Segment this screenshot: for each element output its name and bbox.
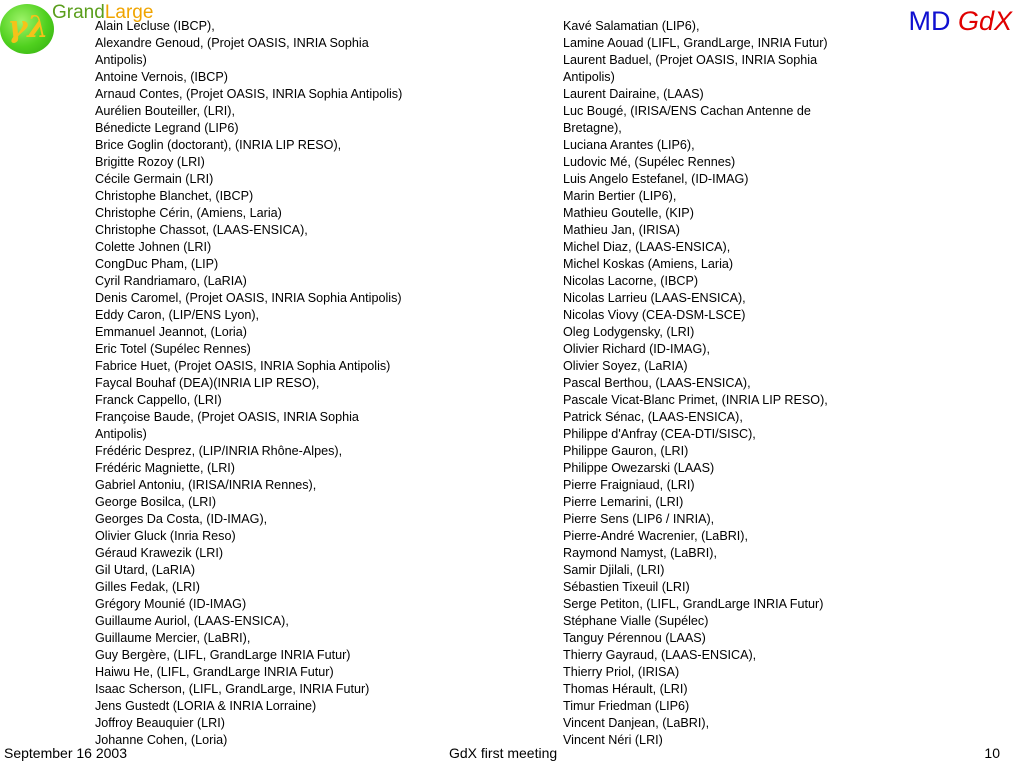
participant-line: Arnaud Contes, (Projet OASIS, INRIA Sophia Antipolis)	[95, 87, 403, 101]
participant-line: Antipolis)	[563, 70, 615, 84]
participant-line: Joffroy Beauquier (LRI)	[95, 716, 225, 730]
participant-line: Johanne Cohen, (Loria)	[95, 733, 228, 747]
participant-line: Brice Goglin (doctorant), (INRIA LIP RESO),	[95, 138, 342, 152]
participant-line: Fabrice Huet, (Projet OASIS, INRIA Sophia Antipolis)	[95, 359, 391, 373]
participant-line: Philippe Owezarski (LAAS)	[563, 461, 715, 475]
participant-line: Thierry Gayraud, (LAAS-ENSICA),	[563, 648, 757, 662]
participant-line: Pierre Sens (LIP6 / INRIA),	[563, 512, 715, 526]
page-number: 10	[984, 745, 1000, 761]
participant-line: Mathieu Jan, (IRISA)	[563, 223, 680, 237]
participant-line: Frédéric Desprez, (LIP/INRIA Rhône-Alpes),	[95, 444, 343, 458]
participant-list-right	[563, 18, 883, 749]
participant-line: Vincent Danjean, (LaBRI),	[563, 716, 710, 730]
participant-line: Olivier Gluck (Inria Reso)	[95, 529, 236, 543]
participant-line: George Bosilca, (LRI)	[95, 495, 217, 509]
participant-line: Guillaume Auriol, (LAAS-ENSICA),	[95, 614, 289, 628]
participant-line: Bretagne),	[563, 121, 622, 135]
participant-line: Philippe d'Anfray (CEA-DTI/SISC),	[563, 427, 756, 441]
participant-line: Mathieu Goutelle, (KIP)	[563, 206, 694, 220]
participant-line: Christophe Cérin, (Amiens, Laria)	[95, 206, 282, 220]
participant-list-left	[95, 18, 450, 749]
participant-line: Stéphane Vialle (Supélec)	[563, 614, 709, 628]
participant-line: Nicolas Lacorne, (IBCP)	[563, 274, 699, 288]
participant-line: Jens Gustedt (LORIA & INRIA Lorraine)	[95, 699, 317, 713]
participant-line: Laurent Baduel, (Projet OASIS, INRIA Sophia	[563, 53, 818, 67]
participant-line: Sébastien Tixeuil (LRI)	[563, 580, 690, 594]
participant-line: Oleg Lodygensky, (LRI)	[563, 325, 695, 339]
participant-line: Cécile Germain (LRI)	[95, 172, 214, 186]
participant-line: Haiwu He, (LIFL, GrandLarge INRIA Futur)	[95, 665, 334, 679]
participant-line: Franck Cappello, (LRI)	[95, 393, 222, 407]
participant-line: Françoise Baude, (Projet OASIS, INRIA Sophia	[95, 410, 359, 424]
participant-line: Gil Utard, (LaRIA)	[95, 563, 196, 577]
participant-line: Christophe Chassot, (LAAS-ENSICA),	[95, 223, 308, 237]
participant-line: Antipolis)	[95, 53, 147, 67]
participant-line: Gabriel Antoniu, (IRISA/INRIA Rennes),	[95, 478, 317, 492]
participant-line: Thierry Priol, (IRISA)	[563, 665, 680, 679]
participant-line: Ludovic Mé, (Supélec Rennes)	[563, 155, 736, 169]
participant-line: Eric Totel (Supélec Rennes)	[95, 342, 251, 356]
participant-line: Patrick Sénac, (LAAS-ENSICA),	[563, 410, 743, 424]
participant-line: Pascal Berthou, (LAAS-ENSICA),	[563, 376, 751, 390]
participant-line: Serge Petiton, (LIFL, GrandLarge INRIA Futur)	[563, 597, 824, 611]
footer-title: GdX first meeting	[449, 745, 558, 761]
participant-line: Alain Lecluse (IBCP),	[95, 19, 215, 33]
participant-line: Aurélien Bouteiller, (LRI),	[95, 104, 235, 118]
participant-line: Guy Bergère, (LIFL, GrandLarge INRIA Futur)	[95, 648, 351, 662]
participant-line: Timur Friedman (LIP6)	[563, 699, 690, 713]
participant-line: Christophe Blanchet, (IBCP)	[95, 189, 254, 203]
participant-line: Olivier Richard (ID-IMAG),	[563, 342, 710, 356]
participant-line: Gilles Fedak, (LRI)	[95, 580, 200, 594]
slide-title-md: MD	[908, 6, 951, 36]
participant-line: Olivier Soyez, (LaRIA)	[563, 359, 688, 373]
participant-line: Géraud Krawezik (LRI)	[95, 546, 224, 560]
footer-date: September 16 2003	[4, 745, 127, 761]
participant-line: Emmanuel Jeannot, (Loria)	[95, 325, 247, 339]
participant-line: Laurent Dairaine, (LAAS)	[563, 87, 704, 101]
slide-title	[908, 6, 1012, 37]
participant-line: Antoine Vernois, (IBCP)	[95, 70, 228, 84]
participant-line: Pierre Fraigniaud, (LRI)	[563, 478, 695, 492]
logo-text-grand: Grand	[52, 2, 105, 23]
participant-line: Bénedicte Legrand (LIP6)	[95, 121, 239, 135]
participant-line: Pierre Lemarini, (LRI)	[563, 495, 684, 509]
participant-line: Frédéric Magniette, (LRI)	[95, 461, 235, 475]
participant-line: Michel Koskas (Amiens, Laria)	[563, 257, 734, 271]
participant-line: Nicolas Viovy (CEA-DSM-LSCE)	[563, 308, 746, 322]
participant-line: Grégory Mounié (ID-IMAG)	[95, 597, 247, 611]
participant-line: Vincent Néri (LRI)	[563, 733, 663, 747]
participant-line: Faycal Bouhaf (DEA)(INRIA LIP RESO),	[95, 376, 320, 390]
participant-line: Luciana Arantes (LIP6),	[563, 138, 695, 152]
participant-line: Guillaume Mercier, (LaBRI),	[95, 631, 251, 645]
participant-line: Georges Da Costa, (ID-IMAG),	[95, 512, 268, 526]
participant-line: Colette Johnen (LRI)	[95, 240, 212, 254]
participant-line: Eddy Caron, (LIP/ENS Lyon),	[95, 308, 260, 322]
participant-line: Thomas Hérault, (LRI)	[563, 682, 688, 696]
participant-line: Cyril Randriamaro, (LaRIA)	[95, 274, 247, 288]
participant-line: Pierre-André Wacrenier, (LaBRI),	[563, 529, 749, 543]
participant-line: Alexandre Genoud, (Projet OASIS, INRIA Sophia	[95, 36, 369, 50]
participant-line: Philippe Gauron, (LRI)	[563, 444, 689, 458]
participant-line: Denis Caromel, (Projet OASIS, INRIA Sophia Antipolis)	[95, 291, 402, 305]
participant-line: Michel Diaz, (LAAS-ENSICA),	[563, 240, 731, 254]
participant-line: Kavé Salamatian (LIP6),	[563, 19, 700, 33]
participant-line: Pascale Vicat-Blanc Primet, (INRIA LIP RESO),	[563, 393, 828, 407]
logo-text-large: Large	[104, 2, 154, 23]
participant-line: Antipolis)	[95, 427, 147, 441]
participant-line: Marin Bertier (LIP6),	[563, 189, 677, 203]
participant-line: Raymond Namyst, (LaBRI),	[563, 546, 717, 560]
participant-line: Lamine Aouad (LIFL, GrandLarge, INRIA Futur)	[563, 36, 828, 50]
participant-line: Samir Djilali, (LRI)	[563, 563, 665, 577]
participant-line: Tanguy Pérennou (LAAS)	[563, 631, 706, 645]
participant-line: CongDuc Pham, (LIP)	[95, 257, 219, 271]
slide-title-gdx: GdX	[957, 6, 1012, 36]
participant-line: Nicolas Larrieu (LAAS-ENSICA),	[563, 291, 746, 305]
participant-line: Luc Bougé, (IRISA/ENS Cachan Antenne de	[563, 104, 811, 118]
participant-line: Luis Angelo Estefanel, (ID-IMAG)	[563, 172, 749, 186]
logo-glyph: γλ	[7, 10, 49, 45]
participant-line: Isaac Scherson, (LIFL, GrandLarge, INRIA Futur)	[95, 682, 370, 696]
participant-line: Brigitte Rozoy (LRI)	[95, 155, 205, 169]
